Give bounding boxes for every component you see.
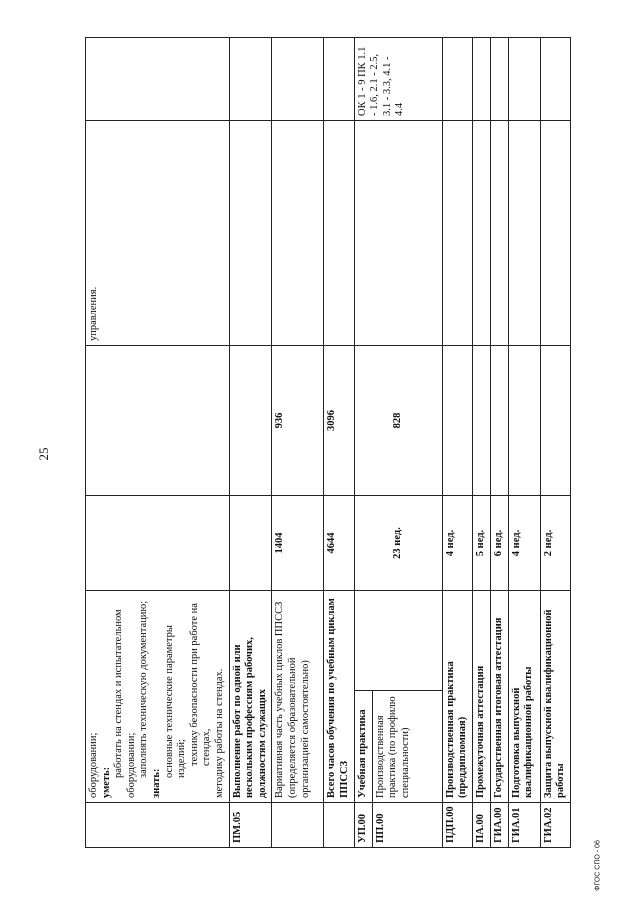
row-hours: 936 bbox=[272, 345, 324, 495]
row-discipline bbox=[540, 120, 570, 345]
row-code: ГИА.00 bbox=[490, 803, 508, 848]
content-line: методику работы на стендах. bbox=[213, 668, 225, 798]
row-competencies bbox=[508, 37, 540, 120]
cell-competencies bbox=[86, 37, 230, 120]
row-discipline bbox=[354, 120, 442, 345]
table-row bbox=[540, 37, 570, 847]
row-discipline bbox=[472, 120, 490, 345]
row-name: Учебная практика bbox=[354, 691, 372, 803]
table-row bbox=[508, 37, 540, 847]
row-hours bbox=[490, 345, 508, 495]
row-name-spacer bbox=[354, 590, 442, 690]
table-row bbox=[229, 37, 272, 847]
row-competencies bbox=[272, 37, 324, 120]
row-competencies bbox=[472, 37, 490, 120]
row-name: Государственная итоговая аттестация bbox=[490, 590, 508, 802]
cell-discipline: управления. bbox=[86, 120, 230, 345]
row-name: Выполнение работ по одной или нескольким профессиям рабочих, должностям служащих bbox=[229, 590, 272, 802]
row-name: Подготовка выпускной квалификационной работы bbox=[508, 590, 540, 802]
content-line: уметь: bbox=[100, 766, 112, 798]
row-name: Производственная практика (по профилю специальности) bbox=[372, 691, 442, 803]
content-line: основные технические параметры изделий; bbox=[163, 625, 188, 778]
row-name: Вариативная часть учебных циклов ППССЗ (определяется образовательной организацией самостоятельно) bbox=[272, 590, 324, 802]
curriculum-table bbox=[85, 37, 571, 848]
table-row bbox=[324, 37, 354, 847]
content-line: оборудовании; bbox=[125, 732, 137, 798]
row-discipline bbox=[229, 120, 272, 345]
row-discipline bbox=[490, 120, 508, 345]
table-row bbox=[490, 37, 508, 847]
row-code bbox=[324, 803, 354, 848]
table-row bbox=[442, 37, 472, 847]
table-row bbox=[354, 37, 372, 847]
row-discipline bbox=[508, 120, 540, 345]
row-competencies: ОК 1 - 9 ПК 1.1 - 1.6, 2.1 - 2.5, 3.1 - 3.3, 4.1 - 4.4 bbox=[354, 37, 442, 120]
row-weeks: 6 нед. bbox=[490, 495, 508, 590]
row-discipline bbox=[272, 120, 324, 345]
row-hours: 828 bbox=[354, 345, 442, 495]
row-hours: 3096 bbox=[324, 345, 354, 495]
row-name: Производственная практика (преддипломная) bbox=[442, 590, 472, 802]
row-hours bbox=[229, 345, 272, 495]
row-max-load bbox=[229, 495, 272, 590]
row-weeks: 23 нед. bbox=[354, 495, 442, 590]
row-weeks: 4 нед. bbox=[442, 495, 472, 590]
row-code: ГИА.02 bbox=[540, 803, 570, 848]
row-code: ПМ.05 bbox=[229, 803, 272, 848]
row-max-load: 1404 bbox=[272, 495, 324, 590]
table-row bbox=[472, 37, 490, 847]
row-competencies bbox=[229, 37, 272, 120]
row-max-load: 4644 bbox=[324, 495, 354, 590]
row-code: ПА.00 bbox=[472, 803, 490, 848]
row-hours bbox=[508, 345, 540, 495]
row-competencies bbox=[324, 37, 354, 120]
row-discipline bbox=[324, 120, 354, 345]
cell-hours bbox=[86, 345, 230, 495]
row-name: Промежуточная аттестация bbox=[472, 590, 490, 802]
curriculum-table-wrapper bbox=[85, 38, 567, 848]
row-competencies bbox=[540, 37, 570, 120]
page-number: 25 bbox=[36, 447, 51, 461]
cell-max-load bbox=[86, 495, 230, 590]
content-line: работать на стендах и испытательном bbox=[113, 609, 125, 778]
table-row bbox=[272, 37, 324, 847]
content-line: знать: bbox=[150, 768, 162, 798]
content-line: заполнять техническую документацию; bbox=[138, 600, 150, 778]
row-weeks: 2 нед. bbox=[540, 495, 570, 590]
row-name: Защита выпускной квалификационной работы bbox=[540, 590, 570, 802]
row-discipline bbox=[442, 120, 472, 345]
row-weeks: 5 нед. bbox=[472, 495, 490, 590]
row-code: ПП.00 bbox=[372, 803, 442, 848]
table-row-continuation bbox=[86, 37, 230, 847]
row-hours bbox=[540, 345, 570, 495]
row-competencies bbox=[442, 37, 472, 120]
row-code: ПДП.00 bbox=[442, 803, 472, 848]
cell-code-empty bbox=[86, 803, 230, 848]
rotated-table bbox=[85, 38, 567, 848]
row-hours bbox=[442, 345, 472, 495]
row-competencies bbox=[490, 37, 508, 120]
cell-content-continuation bbox=[86, 590, 230, 802]
content-line: оборудовании; bbox=[88, 732, 99, 798]
row-name: Всего часов обучения по учебным циклам ППССЗ bbox=[324, 590, 354, 802]
content-line: технику безопасности при работе на стендах, bbox=[188, 603, 213, 766]
footer-document-code: ФГОС СПО - 06 bbox=[594, 840, 602, 891]
row-code: УП.00 bbox=[354, 803, 372, 848]
row-weeks: 4 нед. bbox=[508, 495, 540, 590]
row-hours bbox=[472, 345, 490, 495]
row-code: ГИА.01 bbox=[508, 803, 540, 848]
row-code bbox=[272, 803, 324, 848]
